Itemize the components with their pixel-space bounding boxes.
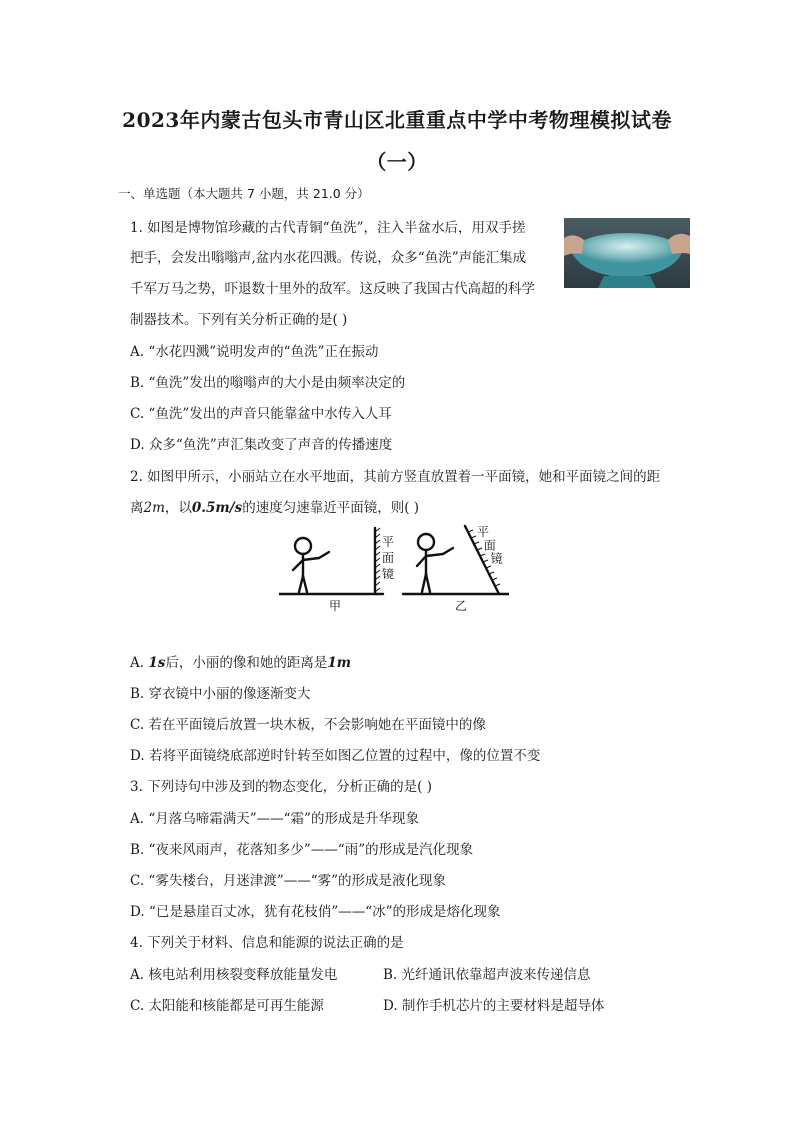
mirror-label-2: 平面镜 <box>477 525 503 566</box>
q1-option-d: D. 众多“鱼洗”声汇集改变了声音的传播速度 <box>130 437 393 453</box>
mirror-label-1: 平面镜 <box>382 535 395 581</box>
bronze-basin-photo <box>564 218 690 288</box>
q2-option-d: D. 若将平面镜绕底部逆时针转至如图乙位置的过程中，像的位置不变 <box>130 748 541 764</box>
q4-option-d: D. 制作手机芯片的主要材料是超导体 <box>383 998 605 1014</box>
q2-option-c: C. 若在平面镜后放置一块木板，不会影响她在平面镜中的像 <box>130 717 486 733</box>
q3-stem: 3. 下列诗句中涉及到的物态变化，分析正确的是( ) <box>130 779 432 795</box>
q3-option-c: C. “雾失楼台，月迷津渡”——“雾”的形成是液化现象 <box>130 873 447 889</box>
q2-option-a: A. 1s后，小丽的像和她的距离是1m <box>130 655 352 671</box>
page-title-subtitle: （一） <box>366 150 428 174</box>
page-title: 2023年内蒙古包头市青山区北重重点中学中考物理模拟试卷 <box>122 108 672 132</box>
section-heading: 一、单选题（本大题共 7 小题，共 21.0 分） <box>118 186 370 201</box>
q1-stem-line: 把手，会发出嗡嗡声,盆内水花四溅。传说，众多“鱼洗”声能汇集成 <box>130 250 527 266</box>
q4-option-a: A. 核电站利用核裂变释放能量发电 <box>130 967 338 983</box>
figure-label-yi: 乙 <box>455 599 468 613</box>
q1-stem-line: 1. 如图是博物馆珍藏的古代青铜“鱼洗”，注入半盆水后，用双手搓 <box>130 220 526 236</box>
q3-option-b: B. “夜来风雨声，花落知多少”——“雨”的形成是汽化现象 <box>130 842 474 858</box>
q3-option-d: D. “已是悬崖百丈冰，犹有花枝俏”——“冰”的形成是熔化现象 <box>130 904 501 920</box>
figure-label-jia: 甲 <box>329 599 342 613</box>
q4-option-c: C. 太阳能和核能都是可再生能源 <box>130 998 324 1014</box>
q1-option-a: A. “水花四溅”说明发声的“鱼洗”正在振动 <box>130 344 379 360</box>
q1-stem-line: 千军万马之势，吓退数十里外的敌军。这反映了我国古代高超的科学 <box>130 281 535 297</box>
mirror-diagram <box>279 522 509 614</box>
q1-option-b: B. “鱼洗”发出的嗡嗡声的大小是由频率决定的 <box>130 375 406 391</box>
q2-option-b: B. 穿衣镜中小丽的像逐渐变大 <box>130 686 311 702</box>
q3-option-a: A. “月落乌啼霜满天”——“霜”的形成是升华现象 <box>130 811 419 827</box>
q4-stem: 4. 下列关于材料、信息和能源的说法正确的是 <box>130 935 404 951</box>
q4-option-b: B. 光纤通讯依靠超声波来传递信息 <box>383 967 591 983</box>
q2-stem-line: 离2m，以0.5m/s的速度匀速靠近平面镜，则( ) <box>130 500 420 516</box>
q2-stem-line: 2. 如图甲所示，小丽站立在水平地面，其前方竖直放置着一平面镜，她和平面镜之间的距 <box>130 469 661 485</box>
q1-stem-line: 制器技术。下列有关分析正确的是( ) <box>130 312 348 328</box>
q1-option-c: C. “鱼洗”发出的声音只能靠盆中水传入人耳 <box>130 406 392 422</box>
figure-jia <box>279 528 383 594</box>
